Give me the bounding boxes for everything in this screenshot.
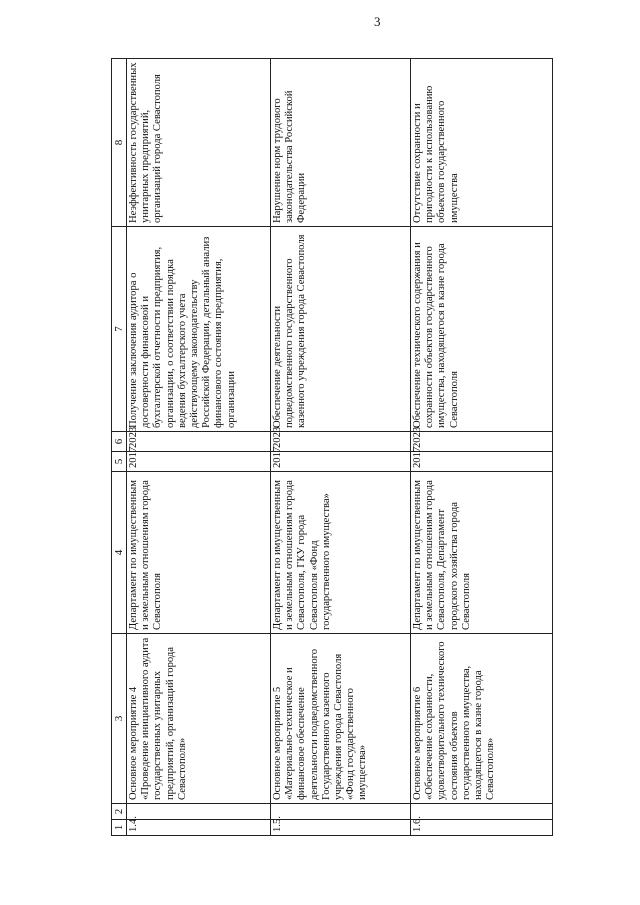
table-row [271, 59, 411, 836]
header-col-6: 6 [112, 432, 127, 452]
non-implementation-consequence: Отсутствие сохранности и пригодности к использованию объектов государственного имущества [411, 59, 553, 227]
page-number: 3 [374, 14, 381, 29]
start-year: 2017 [127, 452, 271, 472]
event-name: Основное мероприятие 6 «Обеспечение сохранности, удовлетворительного технического состояния объектов государственного имущества, находящегося в казне города Севастополя» [411, 634, 553, 804]
non-implementation-consequence: Неэффективность государственных унитарных предприятий, организаций города Севастополя [127, 59, 271, 227]
table-row [127, 59, 271, 836]
row-col2 [271, 804, 411, 820]
end-year: 2023 [411, 432, 553, 452]
row-col2 [411, 804, 553, 820]
rotated-table-container [111, 59, 553, 836]
row-col2 [127, 804, 271, 820]
header-col-2: 2 [112, 804, 127, 820]
executor: Департамент по имущественным и земельным отношениям города Севастополя, Департамент городского хозяйства города Севастополя [411, 472, 553, 634]
header-col-5: 5 [112, 452, 127, 472]
header-col-1: 1 [112, 820, 127, 836]
start-year: 2017 [271, 452, 411, 472]
event-name: Основное мероприятие 5 «Материально-техническое и финансовое обеспечение деятельности подведомственного Государственного казенного учреждения города Севастополя «Фонд государственного имущества» [271, 634, 411, 804]
non-implementation-consequence: Нарушение норм трудового законодательства Российской Федерации [271, 59, 411, 227]
expected-result: Обеспечение технического содержания и сохранности объектов государственного имущества, находящегося в казне города Севастополя [411, 227, 553, 432]
header-col-7: 7 [112, 227, 127, 432]
end-year: 2023 [127, 432, 271, 452]
program-table [111, 58, 553, 836]
header-row [112, 59, 127, 836]
expected-result: Обеспечение деятельности подведомственного государственного казенного учреждения города Севастополя [271, 227, 411, 432]
row-number: 1.4. [127, 820, 271, 836]
header-col-3: 3 [112, 634, 127, 804]
row-number: 1.5. [271, 820, 411, 836]
executor: Департамент по имущественным и земельным отношениям города Севастополя [127, 472, 271, 634]
row-number: 1.6. [411, 820, 553, 836]
header-col-4: 4 [112, 472, 127, 634]
end-year: 2023 [271, 432, 411, 452]
table-row [411, 59, 553, 836]
start-year: 2017 [411, 452, 553, 472]
event-name: Основное мероприятие 4 «Проведение инициативного аудита государственных унитарных предприятий, организаций города Севастополя» [127, 634, 271, 804]
header-col-8: 8 [112, 59, 127, 227]
executor: Департамент по имущественным и земельным отношениям города Севастополя, ГКУ города Севастополя «Фонд государственного имущества» [271, 472, 411, 634]
expected-result: Получение заключения аудитора о достоверности финансовой и бухгалтерской отчетности предприятия, организации, о соответствии порядка ведения бухгалтерского учета действующему законодательству Российской Федерации, детальный анализ финансового состояния предприятия, организации [127, 227, 271, 432]
